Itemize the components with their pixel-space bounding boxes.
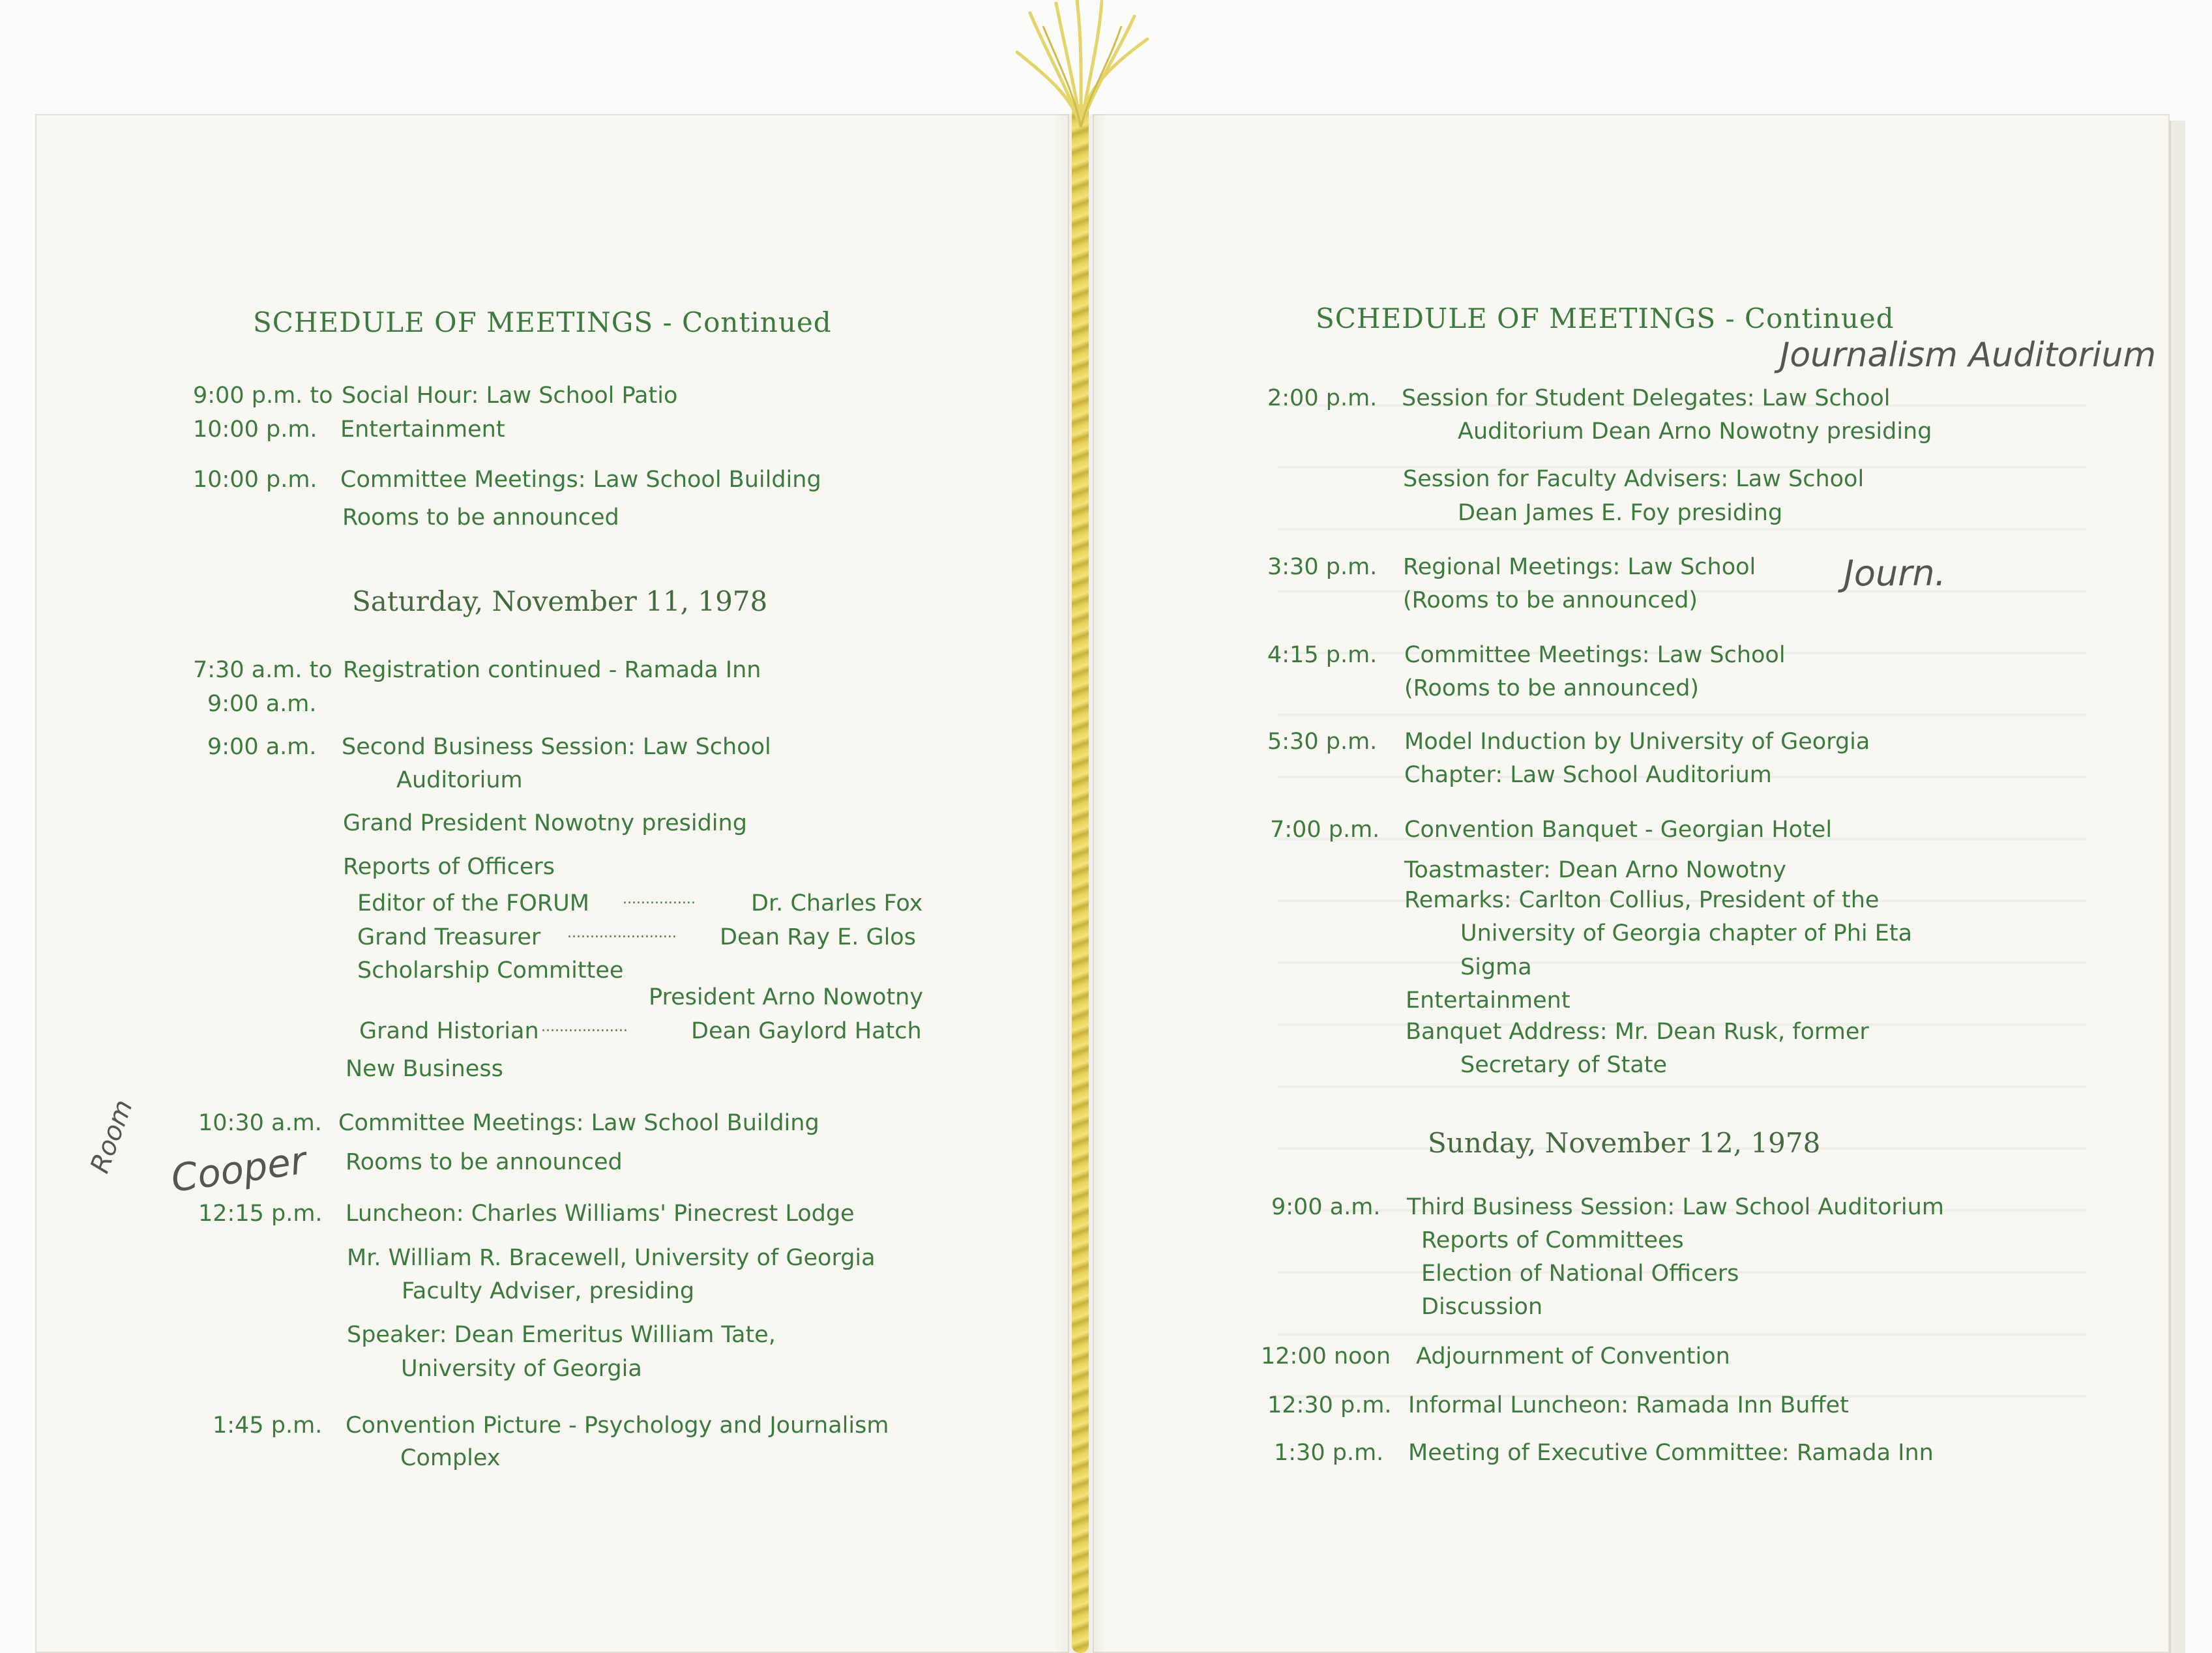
report-office: Editor of the FORUM — [357, 890, 589, 916]
right-entry: Convention Banquet - Georgian Hotel — [1404, 817, 1833, 843]
right-entry: (Rooms to be announced) — [1404, 675, 1700, 701]
right-entry: University of Georgia chapter of Phi Eta — [1460, 920, 1913, 946]
left-entry: Registration continued - Ramada Inn — [343, 657, 761, 683]
right-entry: Model Induction by University of Georgia — [1404, 729, 1870, 755]
left-entry: Rooms to be announced — [346, 1149, 623, 1175]
right-time: 4:15 p.m. — [1267, 642, 1378, 668]
left-heading: SCHEDULE OF MEETINGS - Continued — [253, 306, 832, 338]
left-entry: Faculty Adviser, presiding — [402, 1278, 695, 1304]
handwritten-note: Cooper — [168, 1137, 309, 1201]
report-office: Scholarship Committee — [357, 958, 624, 984]
right-entry: Entertainment — [1406, 987, 1571, 1014]
right-time: 7:00 p.m. — [1270, 817, 1380, 843]
right-time: 9:00 a.m. — [1271, 1194, 1381, 1220]
binding-cord — [1072, 104, 1089, 1653]
left-entry: Reports of Officers — [343, 854, 555, 880]
left-time: 10:00 p.m. — [193, 467, 317, 493]
report-person: Dean Gaylord Hatch — [691, 1018, 922, 1044]
left-time: 10:00 p.m. — [193, 417, 317, 443]
right-entry: Toastmaster: Dean Arno Nowotny — [1404, 857, 1786, 883]
right-entry: Informal Luncheon: Ramada Inn Buffet — [1408, 1392, 1849, 1418]
left-entry: Grand President Nowotny presiding — [343, 810, 747, 836]
left-entry: Committee Meetings: Law School Building — [340, 467, 821, 493]
right-entry: Reports of Committees — [1421, 1227, 1684, 1253]
right-time: 3:30 p.m. — [1267, 554, 1378, 580]
left-entry: Rooms to be announced — [342, 505, 619, 531]
right-time: 5:30 p.m. — [1267, 729, 1378, 755]
left-entry: Committee Meetings: Law School Building — [338, 1110, 819, 1136]
right-entry: Chapter: Law School Auditorium — [1404, 762, 1772, 788]
right-entry: Election of National Officers — [1421, 1261, 1739, 1287]
right-entry: Adjournment of Convention — [1416, 1343, 1730, 1369]
handwritten-note: Room — [85, 1096, 139, 1177]
handwritten-note: Journalism Auditorium — [1780, 336, 2157, 375]
right-entry: Sigma — [1460, 954, 1532, 980]
report-dots: ................ — [623, 891, 696, 907]
right-entry: Banquet Address: Mr. Dean Rusk, former — [1406, 1019, 1869, 1045]
right-entry: (Rooms to be announced) — [1403, 587, 1698, 613]
right-entry: Auditorium Dean Arno Nowotny presiding — [1458, 418, 1932, 445]
left-entry: Social Hour: Law School Patio — [342, 383, 678, 409]
page-edge — [2170, 121, 2185, 1653]
right-time: 12:00 noon — [1261, 1343, 1391, 1369]
left-time: 9:00 p.m. to — [193, 383, 333, 409]
left-time: 7:30 a.m. to — [193, 657, 332, 683]
left-entry: University of Georgia — [401, 1356, 642, 1382]
left-time: 9:00 a.m. — [207, 691, 317, 717]
tassel-icon — [1004, 0, 1160, 130]
right-heading: SCHEDULE OF MEETINGS - Continued — [1316, 302, 1895, 334]
left-entry: New Business — [346, 1056, 503, 1082]
left-time: 1:45 p.m. — [213, 1412, 323, 1439]
right-day-heading: Sunday, November 12, 1978 — [1428, 1127, 1821, 1159]
report-person: Dean Ray E. Glos — [720, 924, 916, 950]
right-entry: Committee Meetings: Law School — [1404, 642, 1786, 668]
right-entry: Dean James E. Foy presiding — [1458, 500, 1783, 526]
left-time: 9:00 a.m. — [207, 734, 317, 760]
right-entry: Discussion — [1421, 1294, 1543, 1320]
right-entry: Session for Student Delegates: Law School — [1402, 385, 1891, 411]
right-entry: Third Business Session: Law School Auditorium — [1407, 1194, 1944, 1220]
report-person: President Arno Nowotny — [649, 984, 924, 1010]
report-office: Grand Treasurer — [357, 924, 541, 950]
report-office: Grand Historian — [359, 1018, 539, 1044]
right-entry: Meeting of Executive Committee: Ramada Inn — [1408, 1440, 1934, 1466]
right-time: 12:30 p.m. — [1267, 1392, 1392, 1418]
right-entry: Regional Meetings: Law School — [1403, 554, 1756, 580]
report-dots: ........................ — [567, 925, 677, 941]
left-entry: Speaker: Dean Emeritus William Tate, — [347, 1322, 776, 1348]
left-entry: Luncheon: Charles Williams' Pinecrest Lodge — [346, 1201, 855, 1227]
right-entry: Secretary of State — [1460, 1052, 1668, 1078]
handwritten-note: Journ. — [1844, 553, 1946, 594]
left-entry: Auditorium — [396, 767, 523, 793]
right-time: 2:00 p.m. — [1267, 385, 1378, 411]
right-time: 1:30 p.m. — [1274, 1440, 1384, 1466]
report-person: Dr. Charles Fox — [751, 890, 923, 916]
right-entry: Session for Faculty Advisers: Law School — [1403, 466, 1865, 492]
left-entry: Mr. William R. Bracewell, University of Georgia — [347, 1245, 876, 1271]
left-entry: Convention Picture - Psychology and Journalism — [346, 1412, 889, 1439]
left-entry: Complex — [400, 1445, 501, 1471]
left-entry: Second Business Session: Law School — [342, 734, 771, 760]
left-time: 10:30 a.m. — [198, 1110, 322, 1136]
right-entry: Remarks: Carlton Collius, President of the — [1404, 887, 1880, 913]
report-dots: ................... — [541, 1019, 628, 1035]
left-day-heading: Saturday, November 11, 1978 — [352, 585, 768, 617]
left-entry: Entertainment — [340, 417, 505, 443]
left-time: 12:15 p.m. — [198, 1201, 323, 1227]
